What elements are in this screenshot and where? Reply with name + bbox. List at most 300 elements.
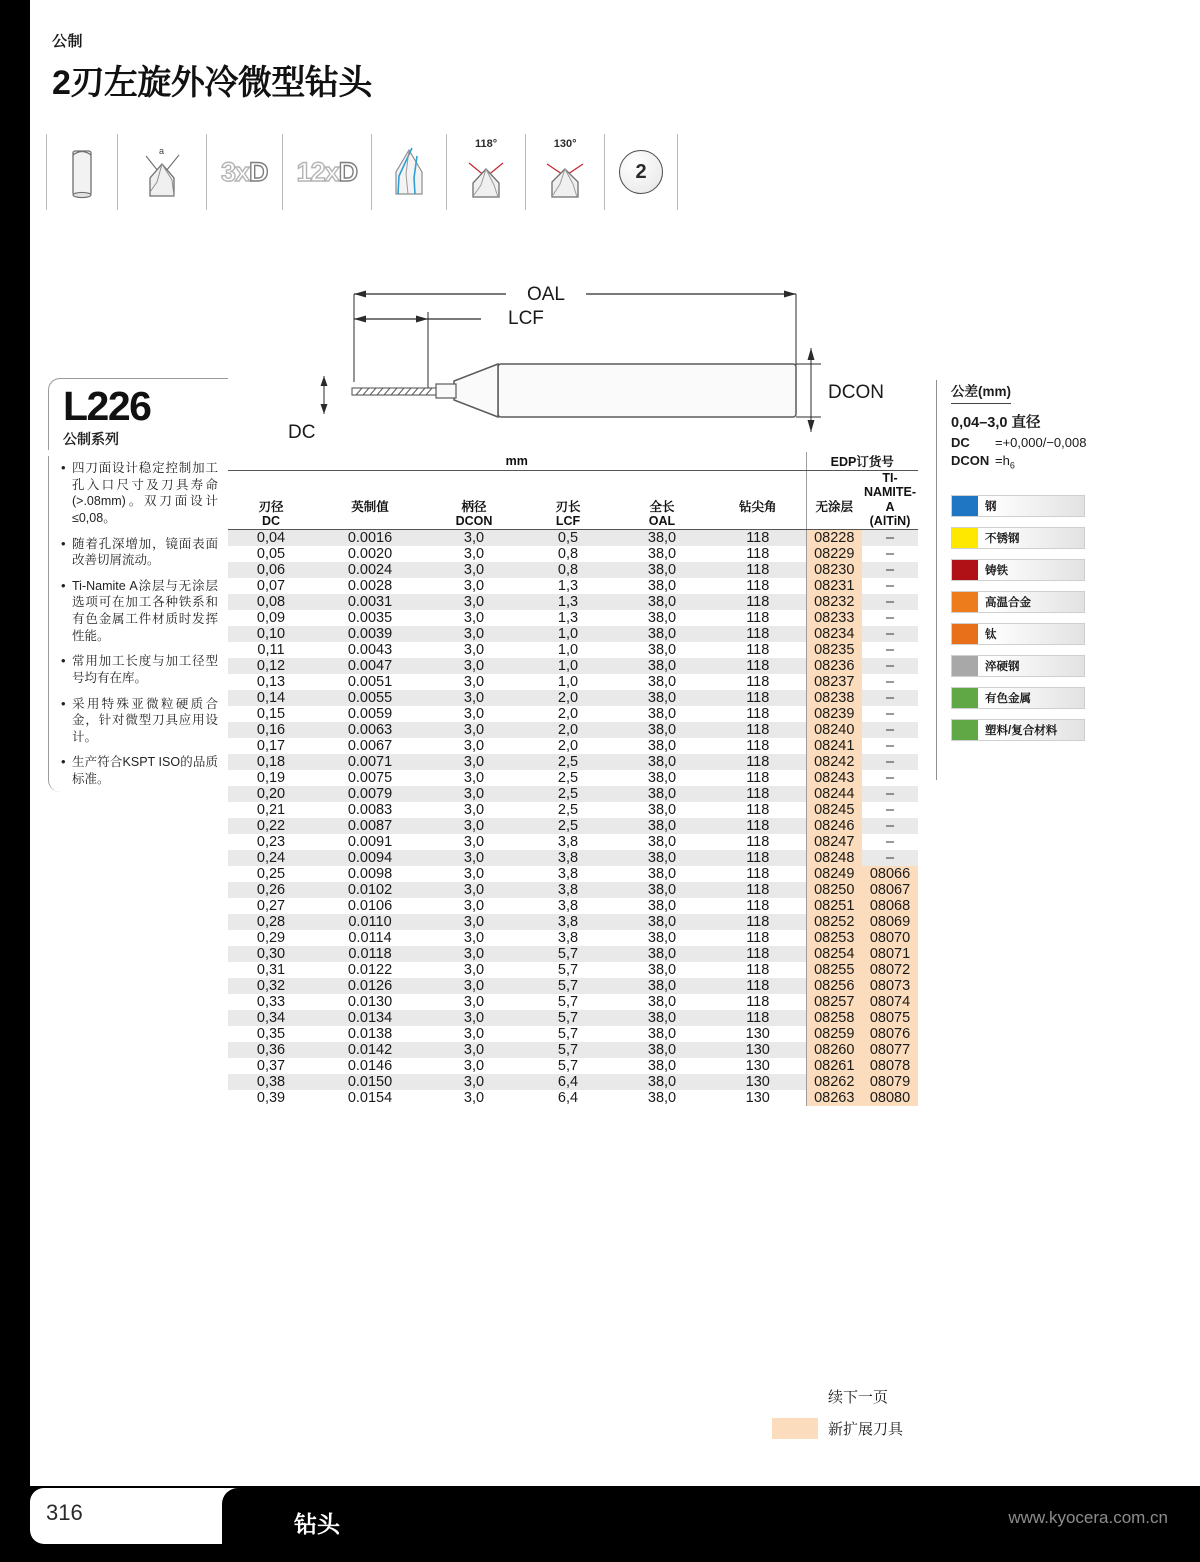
table-cell: –: [885, 769, 895, 786]
table-cell: 0,31: [256, 961, 286, 978]
table-cell: 118: [746, 561, 770, 578]
table-cell: 3,0: [463, 977, 485, 994]
legend-color-swatch: [952, 624, 978, 644]
table-cell: 08240: [806, 722, 862, 738]
table-cell: 38,0: [647, 833, 677, 850]
table-cell: 08245: [806, 802, 862, 818]
table-cell: 5,7: [557, 977, 579, 994]
table-cell: 2,0: [557, 705, 579, 722]
legend-label: 淬硬钢: [985, 660, 1020, 673]
footer-url: www.kyocera.com.cn: [1008, 1508, 1168, 1527]
table-cell: 0.0059: [347, 705, 393, 722]
table-cell: 38,0: [647, 929, 677, 946]
table-cell: –: [885, 753, 895, 770]
table-cell: 3,0: [463, 849, 485, 866]
lcf-label: LCF: [508, 308, 544, 329]
table-cell: 08249: [806, 866, 862, 882]
table-cell: 08253: [806, 930, 862, 946]
table-cell: 5,7: [557, 961, 579, 978]
table-cell: 3,0: [463, 593, 485, 610]
table-cell: 3,8: [557, 881, 579, 898]
table-cell: 118: [746, 593, 770, 610]
table-cell: 08248: [806, 850, 862, 866]
table-cell: 0,34: [256, 1009, 286, 1026]
table-row: [228, 529, 918, 546]
table-cell: 08262: [806, 1074, 862, 1090]
table-cell: 3,0: [463, 1073, 485, 1090]
table-cell: 0.0039: [347, 625, 393, 642]
table-cell: 1,3: [557, 609, 579, 626]
table-cell: 08233: [806, 610, 862, 626]
table-cell: 3,0: [463, 529, 485, 546]
table-row: [228, 994, 918, 1010]
table-cell: 130: [745, 1089, 770, 1106]
table-cell: 3,0: [463, 881, 485, 898]
table-cell: 0.0075: [347, 769, 393, 786]
legend-row: [951, 719, 1085, 741]
table-cell: 0.0110: [348, 913, 392, 930]
table-row: [228, 1090, 918, 1106]
table-row: [228, 690, 918, 706]
legend-label: 高温合金: [985, 596, 1031, 609]
table-row: [228, 850, 918, 866]
table-cell: 0,27: [256, 897, 286, 914]
table-cell: 0,12: [256, 657, 286, 674]
table-cell: 0.0130: [347, 993, 393, 1010]
table-cell: 2,0: [557, 689, 579, 706]
table-cell: 38,0: [647, 785, 677, 802]
table-cell: 38,0: [647, 849, 677, 866]
flute-count-label: 2: [619, 150, 663, 194]
table-cell: 0.0098: [347, 865, 393, 882]
table-cell: 118: [746, 721, 770, 738]
table-cell: 2,0: [557, 737, 579, 754]
table-cell: 0,33: [256, 993, 286, 1010]
table-cell: 3,0: [463, 689, 485, 706]
table-cell: 08066: [862, 866, 918, 882]
group-header-mm: mm: [228, 452, 806, 471]
angle-118-label: 118°: [475, 138, 498, 150]
table-cell: 0,23: [256, 833, 286, 850]
table-cell: 3,0: [463, 961, 485, 978]
table-row: [228, 578, 918, 594]
table-cell: 2,5: [557, 769, 579, 786]
table-cell: 0.0083: [347, 801, 393, 818]
table-cell: –: [885, 817, 895, 834]
table-cell: –: [885, 561, 895, 578]
list-item: • 采用特殊亚微粒硬质合金，针对微型刀具应用设计。: [61, 696, 218, 746]
table-cell: 0.0055: [347, 689, 393, 706]
table-cell: 3,0: [463, 609, 485, 626]
table-cell: 3,0: [463, 1089, 485, 1106]
table-cell: –: [885, 849, 895, 866]
table-cell: 08235: [806, 642, 862, 658]
table-cell: 0,10: [256, 625, 286, 642]
table-cell: 08073: [862, 978, 918, 994]
table-cell: 08251: [806, 898, 862, 914]
table-row: [228, 978, 918, 994]
table-body: [228, 529, 918, 1106]
table-cell: 38,0: [647, 769, 677, 786]
list-item: • 四刀面设计稳定控制加工孔入口尺寸及刀具寿命(>.08mm)。双刀面设计≤0,08。: [61, 460, 218, 527]
table-cell: 0,36: [256, 1041, 286, 1058]
dc-label: DC: [288, 422, 316, 443]
table-cell: 0,04: [256, 529, 286, 546]
table-cell: 130: [745, 1025, 770, 1042]
table-cell: 08078: [862, 1058, 918, 1074]
table-row: [228, 658, 918, 674]
group-header-edp: EDP订货号: [806, 452, 918, 471]
table-cell: 08242: [806, 754, 862, 770]
table-cell: 118: [746, 881, 770, 898]
legend-row: [951, 623, 1085, 645]
table-cell: –: [885, 545, 895, 562]
table-cell: 5,7: [557, 1009, 579, 1026]
new-tool-legend: [772, 1418, 903, 1439]
table-cell: 118: [746, 993, 770, 1010]
table-cell: 0.0035: [347, 609, 393, 626]
table-cell: 5,7: [557, 1041, 579, 1058]
table-cell: 0.0067: [347, 737, 393, 754]
column-header-point-angle: 钻尖角: [710, 471, 806, 530]
table-cell: 38,0: [647, 641, 677, 658]
legend-color-swatch: [952, 592, 978, 612]
legend-color-swatch: [952, 688, 978, 708]
page-number: 316: [46, 1500, 83, 1525]
legend-row: [951, 559, 1085, 581]
table-row: [228, 754, 918, 770]
table-cell: 38,0: [647, 625, 677, 642]
table-cell: 5,7: [557, 993, 579, 1010]
table-row: [228, 786, 918, 802]
table-cell: 08075: [862, 1010, 918, 1026]
table-cell: 08237: [806, 674, 862, 690]
legend-row: [951, 495, 1085, 517]
table-cell: 3,0: [463, 1009, 485, 1026]
table-cell: –: [885, 801, 895, 818]
table-cell: 08239: [806, 706, 862, 722]
table-row: [228, 546, 918, 562]
table-cell: 6,4: [557, 1089, 579, 1106]
header-kicker: 公制: [52, 33, 84, 50]
depth-12xd-label: 12xD: [296, 156, 358, 187]
table-cell: 08229: [806, 546, 862, 562]
column-header-inch: 英制值: [314, 471, 426, 530]
table-cell: 0,29: [256, 929, 286, 946]
table-row: [228, 642, 918, 658]
table-cell: 38,0: [647, 561, 677, 578]
table-cell: 0,08: [256, 593, 286, 610]
legend-color-swatch: [952, 528, 978, 548]
table-cell: 0,21: [256, 801, 286, 818]
table-cell: 38,0: [647, 657, 677, 674]
table-cell: 0.0142: [347, 1041, 393, 1058]
table-cell: 38,0: [647, 753, 677, 770]
legend-label: 不锈钢: [985, 532, 1020, 545]
table-cell: 118: [746, 865, 770, 882]
specification-table: [228, 452, 918, 1106]
table-cell: –: [885, 785, 895, 802]
table-cell: –: [885, 689, 895, 706]
table-row: [228, 882, 918, 898]
table-header-row: [228, 471, 918, 530]
table-cell: 118: [746, 945, 770, 962]
table-cell: 3,0: [463, 1025, 485, 1042]
table-cell: 118: [746, 577, 770, 594]
table-cell: 3,0: [463, 561, 485, 578]
flute-geometry-icon: [371, 134, 446, 210]
page-title: 2刃左旋外冷微型钻头: [52, 64, 372, 102]
table-cell: 0.0031: [347, 593, 393, 610]
table-row: [228, 818, 918, 834]
table-cell: 0.0150: [347, 1073, 393, 1090]
table-cell: 0,38: [256, 1073, 286, 1090]
table-cell: 1,0: [557, 625, 579, 642]
table-cell: 0.0024: [347, 561, 393, 578]
table-cell: 08074: [862, 994, 918, 1010]
table-cell: 08260: [806, 1042, 862, 1058]
legend-label: 塑料/复合材料: [985, 724, 1058, 737]
table-cell: 3,0: [463, 1057, 485, 1074]
table-cell: 3,0: [463, 801, 485, 818]
table-cell: 118: [746, 737, 770, 754]
table-cell: 118: [746, 609, 770, 626]
table-cell: 3,8: [557, 833, 579, 850]
table-cell: –: [885, 705, 895, 722]
table-cell: 0.0094: [347, 849, 393, 866]
table-cell: 38,0: [647, 705, 677, 722]
table-cell: 0.0091: [347, 833, 393, 850]
table-cell: 3,0: [463, 913, 485, 930]
point-angle-118-icon: [446, 134, 525, 210]
table-cell: 118: [746, 625, 770, 642]
legend-color-swatch: [952, 560, 978, 580]
depth-3xd-label: 3xD: [221, 156, 268, 187]
table-cell: 0.0114: [348, 929, 392, 946]
table-cell: 0.0154: [347, 1089, 393, 1106]
table-cell: 118: [746, 929, 770, 946]
table-cell: 38,0: [647, 593, 677, 610]
feature-bullet-list: [48, 456, 224, 792]
table-cell: 3,0: [463, 865, 485, 882]
table-cell: 0.0047: [347, 657, 393, 674]
column-header-uncoated: 无涂层: [806, 471, 862, 530]
table-row: [228, 674, 918, 690]
table-row: [228, 1026, 918, 1042]
table-cell: 08250: [806, 882, 862, 898]
series-identifier: [48, 378, 228, 450]
table-cell: 0,17: [256, 737, 286, 754]
footer-category-tab: [222, 1488, 412, 1562]
table-cell: –: [885, 593, 895, 610]
table-cell: 0,15: [256, 705, 286, 722]
table-cell: 0.0071: [347, 753, 393, 770]
legend-label: 铸铁: [985, 564, 1008, 577]
table-cell: 118: [746, 545, 770, 562]
tolerance-title: 公差(mm): [951, 380, 1011, 404]
table-cell: 08247: [806, 834, 862, 850]
table-cell: 38,0: [647, 801, 677, 818]
page-spine: [0, 0, 30, 1562]
legend-label: 钛: [985, 628, 997, 641]
table-cell: 3,0: [463, 785, 485, 802]
table-cell: 0.0134: [347, 1009, 393, 1026]
dcon-label: DCON: [828, 382, 884, 403]
legend-row: [951, 591, 1085, 613]
legend-row: [951, 655, 1085, 677]
table-cell: 3,0: [463, 1041, 485, 1058]
table-cell: 3,0: [463, 993, 485, 1010]
table-cell: 0,14: [256, 689, 286, 706]
table-cell: 3,0: [463, 817, 485, 834]
table-cell: 08243: [806, 770, 862, 786]
table-cell: 0.0102: [347, 881, 393, 898]
list-item: • 常用加工长度与加工径型号均有在库。: [61, 653, 218, 686]
table-cell: 0,06: [256, 561, 286, 578]
table-cell: 0,13: [256, 673, 286, 690]
feature-icon-strip: [46, 134, 678, 210]
table-row: [228, 738, 918, 754]
table-cell: 0.0126: [347, 977, 393, 994]
oal-label: OAL: [526, 284, 566, 305]
table-cell: 3,0: [463, 673, 485, 690]
table-row: [228, 802, 918, 818]
table-cell: 38,0: [647, 577, 677, 594]
table-cell: 08238: [806, 690, 862, 706]
table-cell: 2,5: [557, 817, 579, 834]
tolerance-line-dcon: DCON $=h_6$: [951, 453, 1015, 471]
table-cell: 0,25: [256, 865, 286, 882]
tolerance-range: 0,04–3,0 直径: [951, 415, 1041, 431]
table-cell: 3,0: [463, 657, 485, 674]
page-header: [52, 30, 752, 104]
table-cell: 118: [746, 753, 770, 770]
table-cell: 08258: [806, 1010, 862, 1026]
table-cell: 0,8: [557, 545, 579, 562]
table-cell: 3,0: [463, 625, 485, 642]
table-cell: 0,22: [256, 817, 286, 834]
table-cell: –: [885, 529, 895, 546]
table-row: [228, 722, 918, 738]
column-header-dc: 刃径 DC: [228, 471, 314, 530]
table-cell: 38,0: [647, 673, 677, 690]
table-cell: –: [885, 721, 895, 738]
table-cell: 08069: [862, 914, 918, 930]
table-row: [228, 946, 918, 962]
table-cell: 2,0: [557, 721, 579, 738]
table-cell: 08259: [806, 1026, 862, 1042]
table-cell: 38,0: [647, 1057, 677, 1074]
depth-12xd-icon: [282, 134, 372, 210]
flute-count-icon: [604, 134, 678, 210]
table-row: [228, 914, 918, 930]
table-cell: 38,0: [647, 721, 677, 738]
table-cell: 118: [746, 529, 770, 546]
table-cell: 118: [746, 705, 770, 722]
table-cell: 3,0: [463, 945, 485, 962]
table-cell: 08252: [806, 914, 862, 930]
table-row: [228, 1074, 918, 1090]
list-item: • 生产符合KSPT ISO的品质标准。: [61, 754, 218, 787]
table-cell: –: [885, 609, 895, 626]
table-row: [228, 1058, 918, 1074]
table-cell: 3,0: [463, 721, 485, 738]
table-row: [228, 706, 918, 722]
table-cell: 0,05: [256, 545, 286, 562]
table-cell: 08232: [806, 594, 862, 610]
table-cell: 38,0: [647, 977, 677, 994]
table-cell: 0,09: [256, 609, 286, 626]
table-cell: 0,19: [256, 769, 286, 786]
legend-color-swatch: [952, 496, 978, 516]
table-cell: 38,0: [647, 737, 677, 754]
table-cell: 1,3: [557, 577, 579, 594]
column-header-tinamite: TI-NAMITE-A (AlTiN): [863, 471, 917, 529]
column-header-lcf: 刃长 LCF: [522, 471, 614, 530]
point-angle-icon: [117, 134, 206, 210]
table-cell: 38,0: [647, 865, 677, 882]
table-cell: 0.0122: [347, 961, 393, 978]
table-cell: 3,0: [463, 769, 485, 786]
table-cell: 0.0063: [347, 721, 393, 738]
table-cell: 38,0: [647, 993, 677, 1010]
table-cell: –: [885, 641, 895, 658]
table-cell: 118: [746, 801, 770, 818]
table-cell: 08256: [806, 978, 862, 994]
table-cell: 6,4: [557, 1073, 579, 1090]
table-cell: 130: [745, 1073, 770, 1090]
new-tool-label: 新扩展刀具: [828, 1421, 904, 1438]
table-cell: 38,0: [647, 1025, 677, 1042]
table-cell: 08244: [806, 786, 862, 802]
table-cell: –: [885, 673, 895, 690]
point-angle-130-icon: [525, 134, 604, 210]
table-cell: 08241: [806, 738, 862, 754]
table-row: [228, 1042, 918, 1058]
table-cell: 130: [745, 1057, 770, 1074]
table-cell: 0,20: [256, 785, 286, 802]
shank-cylinder-icon: [46, 134, 117, 210]
table-cell: 0,5: [557, 529, 579, 546]
series-code: L226: [63, 383, 151, 429]
legend-row: [951, 687, 1085, 709]
tolerance-line-dc: DC =+0,000/−0,008: [951, 435, 1087, 450]
table-cell: 08071: [862, 946, 918, 962]
table-cell: 38,0: [647, 961, 677, 978]
table-cell: 3,8: [557, 929, 579, 946]
table-cell: 118: [746, 769, 770, 786]
table-cell: 3,0: [463, 577, 485, 594]
table-cell: 08255: [806, 962, 862, 978]
table-cell: 08072: [862, 962, 918, 978]
table-cell: 2,5: [557, 753, 579, 770]
table-row: [228, 866, 918, 882]
table-cell: 3,0: [463, 737, 485, 754]
table-cell: 0,37: [256, 1057, 286, 1074]
tool-dimension-drawing: [276, 272, 916, 448]
table-cell: 118: [746, 849, 770, 866]
table-cell: 0.0138: [347, 1025, 393, 1042]
table-cell: 0.0106: [347, 897, 393, 914]
table-cell: 118: [746, 689, 770, 706]
table-cell: 38,0: [647, 913, 677, 930]
table-cell: –: [885, 625, 895, 642]
table-cell: 0,18: [256, 753, 286, 770]
table-cell: 08234: [806, 626, 862, 642]
column-header-dcon: 柄径 DCON: [426, 471, 522, 530]
table-cell: 118: [746, 977, 770, 994]
table-cell: 08070: [862, 930, 918, 946]
